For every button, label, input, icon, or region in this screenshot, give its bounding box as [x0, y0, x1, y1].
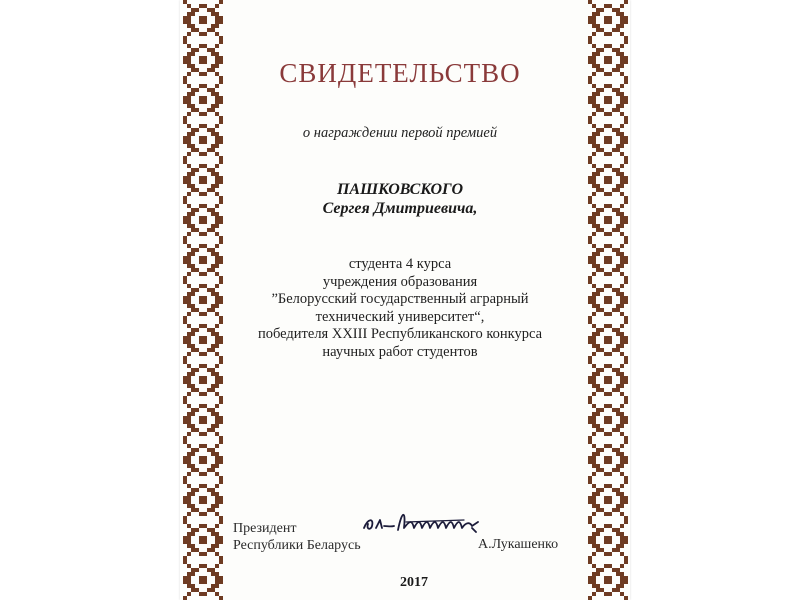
- description-line: технический университет“,: [315, 308, 485, 325]
- signatory-name: А.Лукашенко: [478, 537, 559, 552]
- left-ornament-border: [183, 0, 223, 600]
- signatory-title-line: Республики Беларусь: [233, 538, 361, 553]
- recipient-first-names: Сергея Дмитриевича,: [322, 200, 478, 217]
- right-ornament-border: [588, 0, 628, 600]
- certificate-heading: СВИДЕТЕЛЬСТВО: [279, 58, 521, 88]
- signature-icon: [360, 508, 495, 536]
- certificate-year: 2017: [400, 575, 428, 590]
- description-line: учреждения образования: [322, 273, 478, 290]
- description-line: научных работ студентов: [322, 343, 478, 360]
- recipient-last-name: ПАШКОВСКОГО: [336, 181, 464, 198]
- description-line: ”Белорусский государственный аграрный: [271, 291, 529, 307]
- signatory-title-line: Президент: [233, 521, 297, 536]
- award-subtitle: о награждении первой премией: [302, 125, 498, 141]
- signatory-title: [233, 520, 361, 554]
- award-description: [230, 256, 570, 361]
- description-line: студента 4 курса: [348, 256, 452, 272]
- description-line: победителя XXIII Республиканского конкурса: [257, 326, 543, 342]
